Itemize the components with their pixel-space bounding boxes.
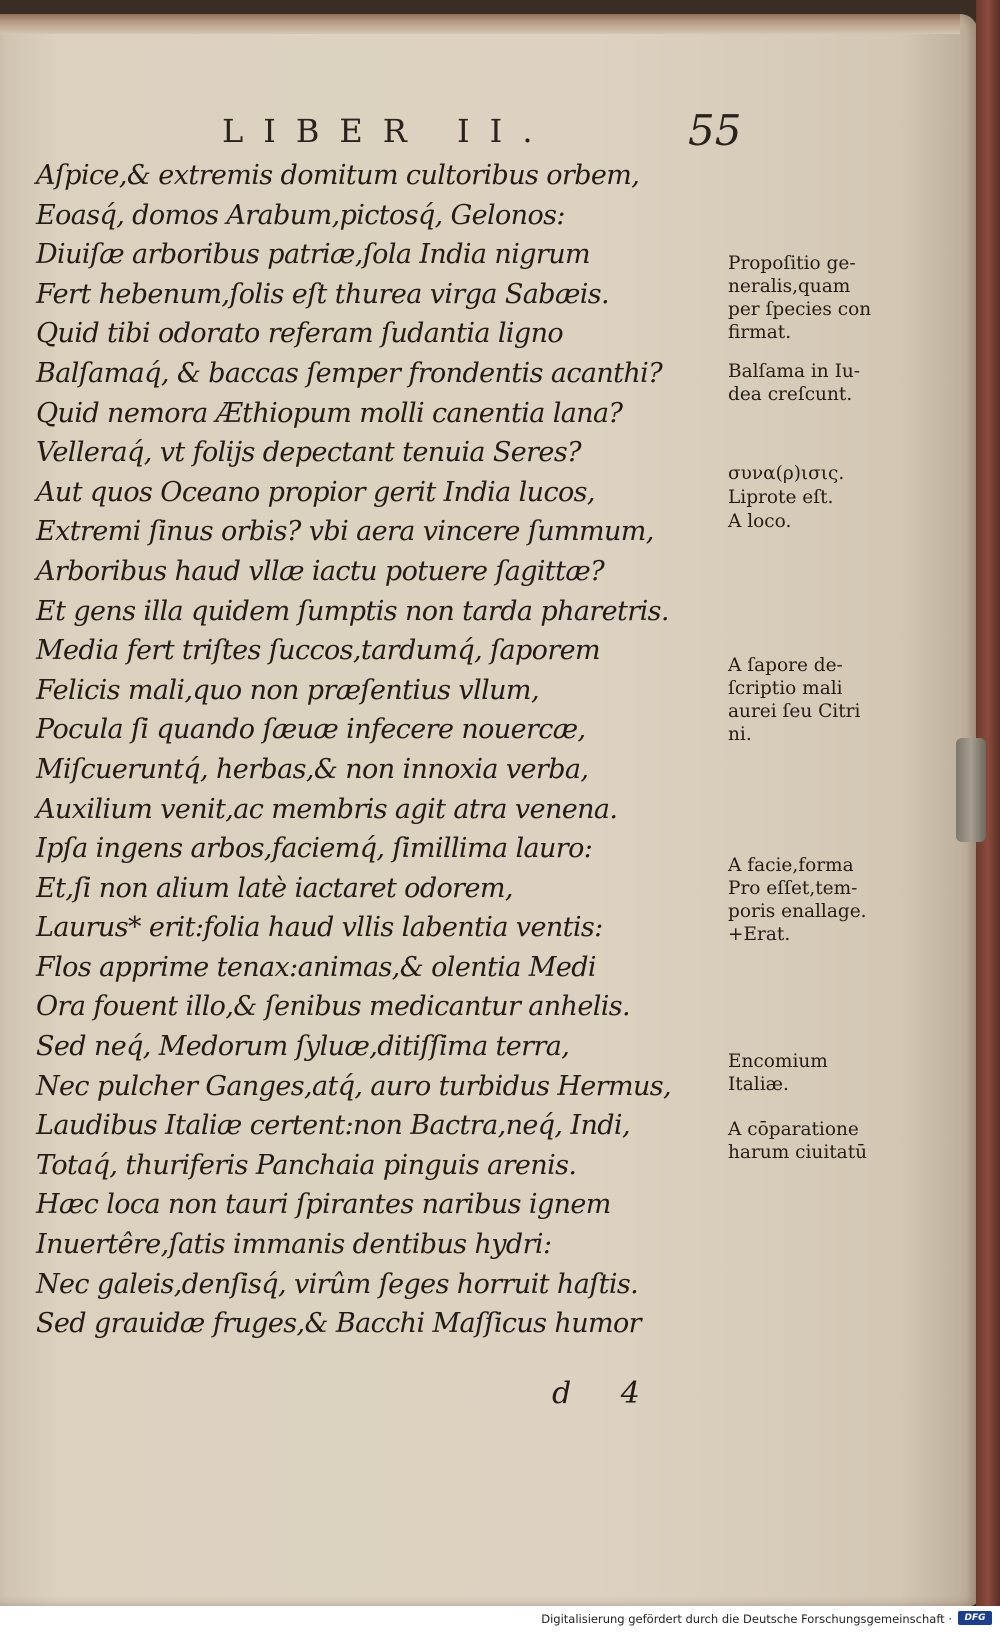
verse-line: Ora fouent illo,& ſenibus medicantur anhelis.: [36, 991, 631, 1023]
verse-line: Et gens illa quidem ſumptis non tarda pharetris.: [36, 595, 669, 627]
verse-line: Totaq́, thuriferis Panchaia pinguis arenis.: [36, 1149, 577, 1181]
verse-line: Sed neq́, Medorum ſyluæ,ditiſſima terra,: [36, 1031, 570, 1063]
book-page: [0, 14, 978, 1606]
verse-line: Inuertêre,ſatis immanis dentibus hydri:: [36, 1229, 552, 1261]
margin-note-line: συνα(ρ)ισις.: [728, 463, 845, 484]
footer-bar: [0, 1606, 1000, 1633]
margin-note: [728, 1050, 898, 1096]
dfg-logo-icon: DFG: [958, 1611, 992, 1625]
margin-note-line: per ſpecies con: [728, 299, 872, 320]
margin-note: [728, 510, 898, 533]
margin-note-line: ſcriptio mali: [728, 678, 843, 699]
signature-mark: d 4: [552, 1376, 660, 1411]
verse-line: Nec pulcher Ganges,atq́, auro turbidus Hermus,: [36, 1070, 672, 1102]
verse-line: Eoasq́, domos Arabum,pictosq́, Gelonos:: [36, 199, 565, 231]
verse-line: Sed grauidæ fruges,& Bacchi Maſſicus humor: [36, 1308, 641, 1340]
margin-note: [728, 854, 898, 946]
margin-note: [728, 360, 898, 406]
margin-note-line: A cōparatione: [728, 1119, 859, 1140]
page-top-edge: [0, 14, 960, 34]
verse-line: Quid nemora Æthiopum molli canentia lana?: [36, 397, 623, 429]
verse-line: Pocula ſi quando ſæuæ infecere nouercæ,: [36, 714, 586, 746]
margin-note-line: Liprote eſt.: [728, 487, 834, 508]
verse-line: Quid tibi odorato referam ſudantia ligno: [36, 318, 564, 350]
margin-note-line: poris enallage.: [728, 901, 867, 922]
margin-note-line: Pro eſſet,tem-: [728, 878, 858, 899]
verse-line: Nec galeis,denſisq́, virûm ſeges horruit haſtis.: [36, 1268, 639, 1300]
margin-note-line: harum ciuitatū: [728, 1142, 868, 1163]
margin-note-line: A ſapore de-: [728, 655, 843, 676]
verse-line: Auxilium venit,ac membris agit atra venena.: [36, 793, 618, 825]
margin-note-line: ni.: [728, 724, 752, 745]
verse-line: Balſamaq́, & baccas ſemper frondentis acanthi?: [36, 357, 663, 389]
margin-note-line: Balſama in Iu-: [728, 361, 861, 382]
margin-note-line: A loco.: [728, 511, 792, 532]
verse-line: Arboribus haud vllæ iactu potuere ſagittæ?: [36, 555, 605, 587]
verse-line: Ipſa ingens arbos,faciemq́, ſimillima lauro:: [36, 833, 593, 865]
verse-line: Miſcueruntq́, herbas,& non innoxia verba,: [36, 753, 589, 785]
margin-note: [728, 654, 898, 746]
verse-line: Media fert triſtes ſuccos,tardumq́, ſaporem: [36, 635, 601, 667]
funding-credit: Digitalisierung gefördert durch die Deutsche Forschungsgemeinschaft ·: [541, 1612, 952, 1626]
running-head: LIBER II.: [222, 112, 553, 150]
verse-line: Felicis mali,quo non præſentius vllum,: [36, 674, 539, 706]
verse-line: Et,ſi non alium latè iactaret odorem,: [36, 872, 513, 904]
margin-note: [728, 486, 898, 509]
margin-note-line: Encomium: [728, 1051, 828, 1072]
margin-note: [728, 252, 898, 344]
verse-line: Laurus* erit:folia haud vllis labentia ventis:: [36, 912, 603, 944]
margin-note-line: Propoſitio ge-: [728, 253, 856, 274]
verse-line: Flos apprime tenax:animas,& olentia Medi: [36, 951, 596, 983]
book-clasp: [956, 738, 986, 842]
verse-line: Aut quos Oceano propior gerit India lucos,: [36, 476, 595, 508]
margin-note: [728, 1118, 898, 1164]
verse-line: Diuiſæ arboribus patriæ,ſola India nigrum: [36, 239, 591, 271]
margin-note-line: dea creſcunt.: [728, 384, 853, 405]
page-header: [0, 106, 978, 162]
verse-line: Velleraq́, vt folijs depectant tenuia Seres?: [36, 437, 581, 469]
page-number: 55: [688, 106, 742, 155]
margin-note-line: neralis,quam: [728, 276, 851, 297]
verse-line: Laudibus Italiæ certent:non Bactra,neq́, Indi,: [36, 1110, 630, 1142]
verse-block: [36, 156, 716, 1344]
verse-line: Fert hebenum,ſolis eſt thurea virga Sabæis.: [36, 278, 610, 310]
margin-note-line: A facie,forma: [728, 855, 854, 876]
margin-note-line: Italiæ.: [728, 1074, 789, 1095]
verse-line: Extremi ſinus orbis? vbi aera vincere ſummum,: [36, 516, 654, 548]
margin-note: [728, 462, 898, 485]
verse-line: Hæc loca non tauri ſpirantes naribus ignem: [36, 1189, 611, 1221]
margin-note-line: firmat.: [728, 322, 792, 343]
margin-note-line: aurei ſeu Citri: [728, 701, 861, 722]
verse-line: Aſpice,& extremis domitum cultoribus orbem,: [36, 160, 640, 191]
margin-note-line: +Erat.: [728, 924, 791, 945]
